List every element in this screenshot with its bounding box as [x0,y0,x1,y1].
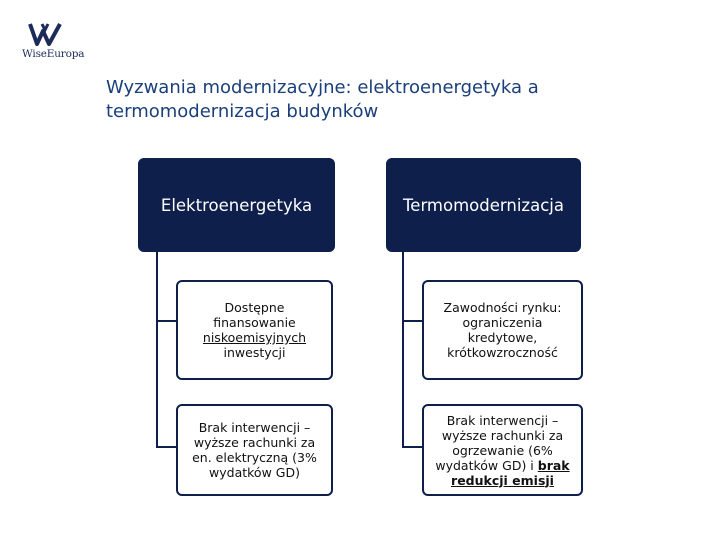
wiseeuropa-logo [22,22,102,64]
col2-item1-text: Zawodności rynku: ograniczenia kredytowe, krótkowzroczność [443,300,562,360]
col2-item2-emphasis: brak redukcji emisji [451,457,570,488]
col2-item1-box [422,280,583,380]
page-title: Wyzwania modernizacyjne: elektroenergetyka a termomodernizacja budynków [106,77,539,122]
col1-item1-text: Dostępne finansowanie niskoemisyjnych inwestycji [202,300,307,360]
col1-item1-underlined: niskoemisyjnych [202,330,307,345]
col1-item2-text: Brak interwencji – wyższe rachunki za en. elektryczną (3% wydatków GD) [192,420,317,480]
col2-item2-text: Brak interwencji – wyższe rachunki za ogrzewanie (6% wydatków GD) i brak redukcji emisji [435,412,570,488]
connector-col1-item2 [156,446,176,448]
header-termomodernizacja-label: Termomodernizacja [403,195,564,215]
connector-col2-vertical [402,252,404,448]
header-termomodernizacja [386,158,581,252]
col1-item2-box [176,404,333,496]
col2-item2-box [422,404,583,496]
connector-col2-item2 [402,446,422,448]
logo-w-icon [28,22,62,46]
header-elektroenergetyka [138,158,335,252]
connector-col2-item1 [402,320,422,322]
connector-col1-item1 [156,320,176,322]
connector-col1-vertical [156,252,158,448]
logo-text: WiseEuropa [22,48,85,60]
col1-item1-box [176,280,333,380]
header-elektroenergetyka-label: Elektroenergetyka [160,195,313,215]
